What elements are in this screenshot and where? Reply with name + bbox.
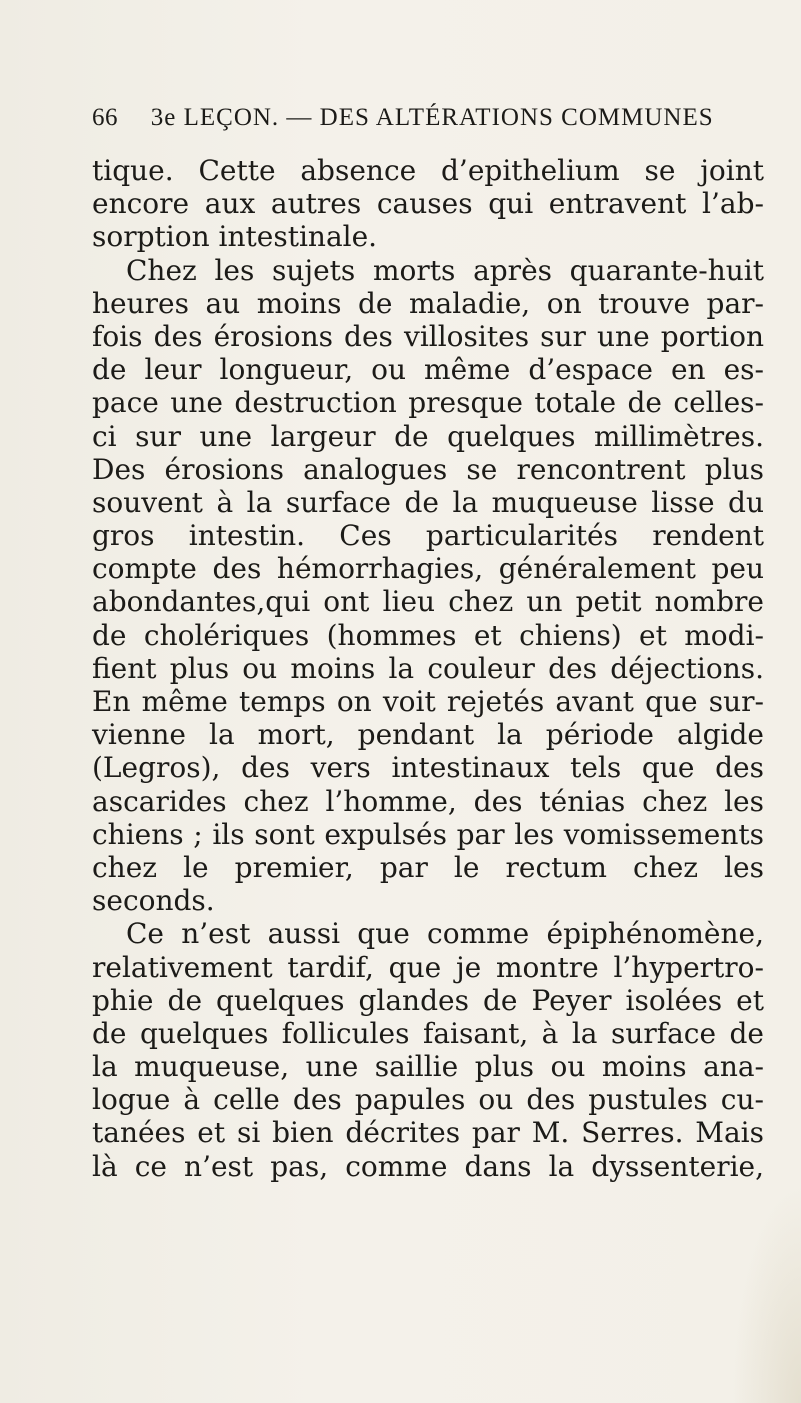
text-line: Chez les sujets morts après quarante-huit: [126, 253, 764, 287]
text-line: En même temps on voit rejetés avant que sur-: [92, 685, 764, 718]
text-line: fient plus ou moins la couleur des déjections.: [92, 651, 764, 685]
text-line: seconds.: [92, 884, 215, 918]
text-line: vienne la mort, pendant la période algide: [92, 718, 764, 752]
text-line: ci sur une largeur de quelques millimètres.: [92, 419, 764, 453]
paper-stain: [731, 1183, 801, 1403]
text-line: de leur longueur, ou même d’espace en es-: [92, 353, 764, 387]
text-line: (Legros), des vers intestinaux tels que des: [92, 751, 764, 785]
text-line: de quelques follicules faisant, à la surface de: [92, 1016, 764, 1050]
text-line: ascarides chez l’homme, des ténias chez les: [92, 784, 764, 818]
text-line: logue à celle des papules ou des pustules cu-: [92, 1083, 764, 1117]
text-line: encore aux autres causes qui entravent l’ab-: [92, 187, 764, 221]
text-line: chiens ; ils sont expulsés par les vomissements: [92, 817, 764, 851]
text-line: Des érosions analogues se rencontrent plus: [92, 452, 764, 486]
text-line: de cholériques (hommes et chiens) et modi-: [92, 618, 764, 652]
lesson-title: 3e LEÇON. — DES ALTÉRATIONS COMMUNES: [150, 104, 714, 131]
text-line: là ce n’est pas, comme dans la dyssenterie,: [92, 1149, 764, 1183]
text-line: fois des érosions des villosites sur une portion: [92, 319, 764, 353]
text-line: pace une destruction presque totale de celles-: [92, 386, 764, 420]
page-number: 66: [92, 104, 118, 131]
body-text: [92, 154, 764, 1183]
text-line: chez le premier, par le rectum chez les: [92, 850, 764, 884]
text-line: Ce n’est aussi que comme épiphénomène,: [126, 917, 764, 951]
text-line: phie de quelques glandes de Peyer isolées et: [92, 983, 764, 1017]
text-line: gros intestin. Ces particularités rendent: [92, 519, 764, 553]
text-line: la muqueuse, une saillie plus ou moins ana-: [92, 1050, 764, 1084]
text-line: tique. Cette absence d’epithelium se joint: [92, 154, 764, 187]
text-line: compte des hémorrhagies, généralement peu: [92, 552, 764, 586]
text-line: heures au moins de maladie, on trouve par-: [92, 286, 764, 320]
text-line: relativement tardif, que je montre l’hypertro-: [92, 950, 764, 984]
text-line: tanées et si bien décrites par M. Serres. Mais: [92, 1116, 764, 1150]
text-line: souvent à la surface de la muqueuse lisse du: [92, 485, 764, 519]
running-header: [92, 104, 772, 140]
text-line: abondantes,qui ont lieu chez un petit nombre: [92, 585, 764, 619]
text-line: sorption intestinale.: [92, 220, 378, 254]
